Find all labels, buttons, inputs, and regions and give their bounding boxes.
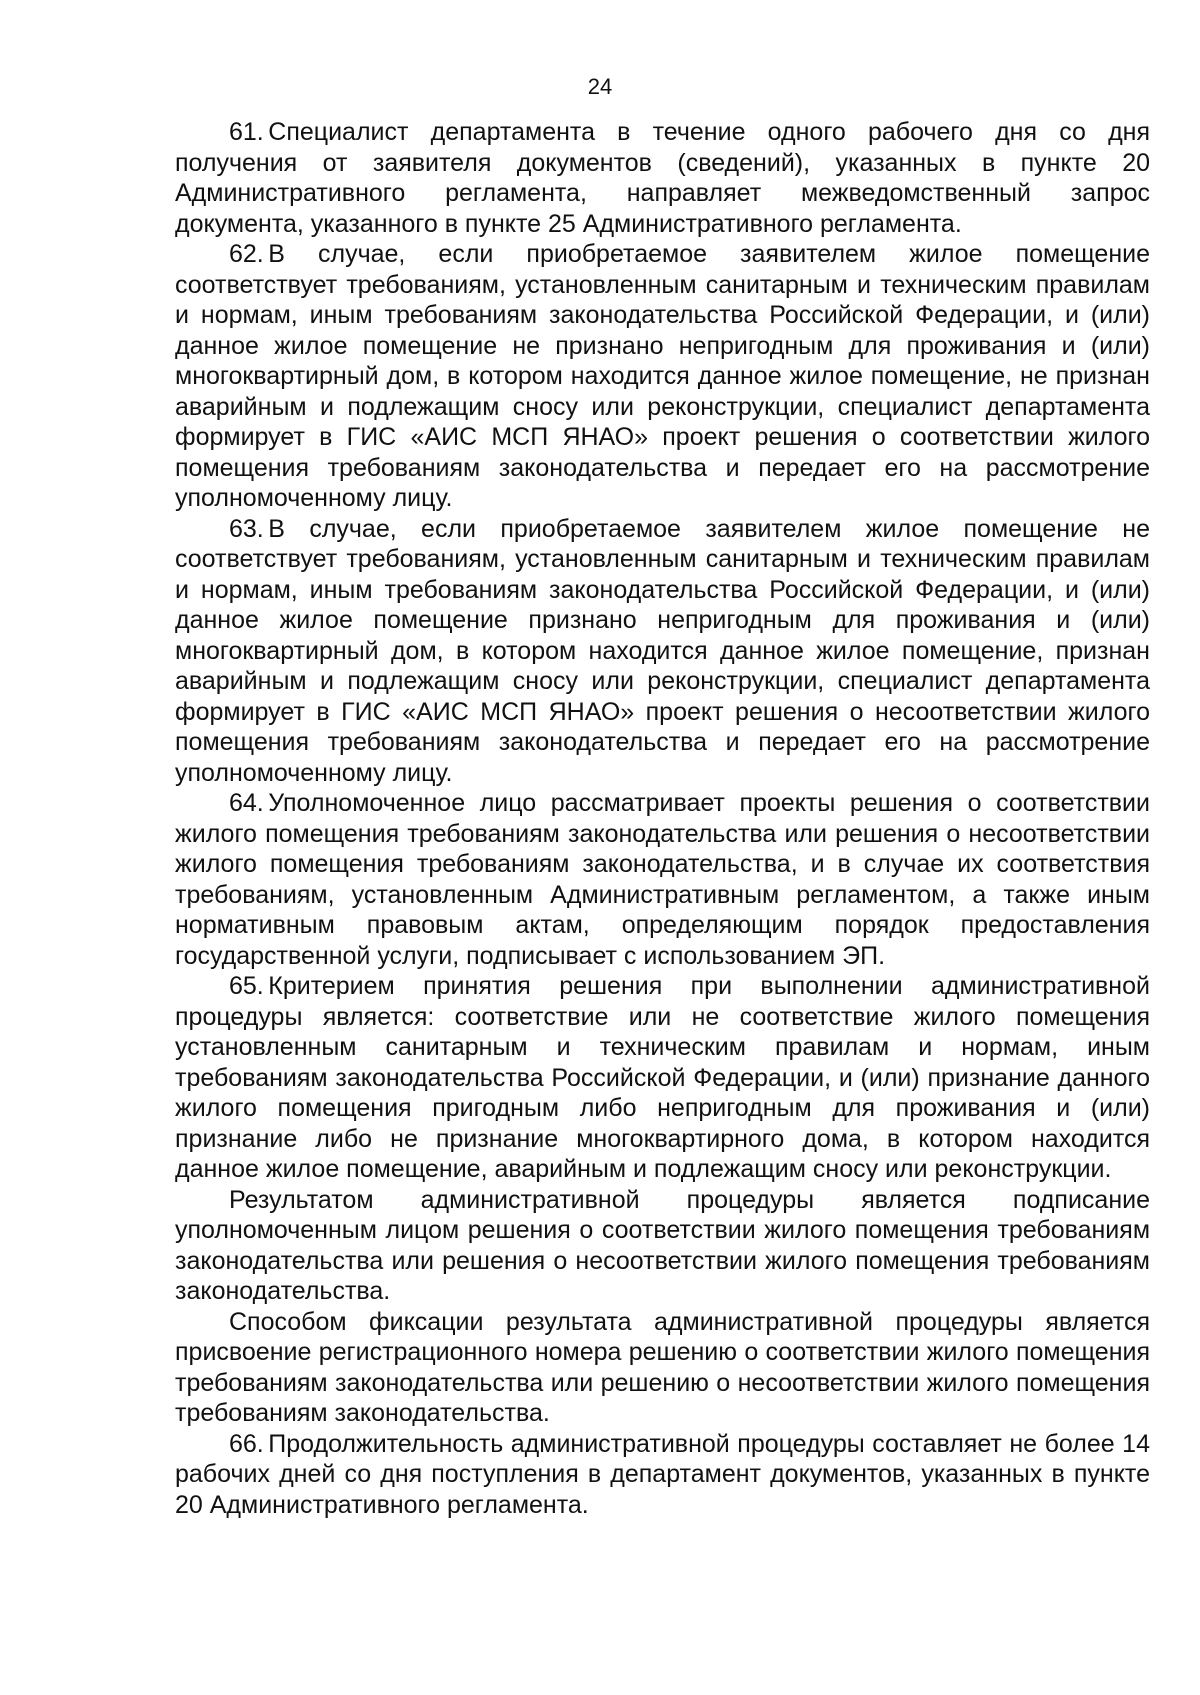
paragraph-text: Критерием принятия решения при выполнении административной процедуры является: соответствие или не соответствие жилого помещения установленным санитарным и техническим правилам и нормам, иным требованиям законодательства Российской Федерации, и (или) признание данного жилого помещения пригодным либо непригодным для проживания и (или) признание либо не признание многоквартирного дома, в котором находится данное жилое помещение, аварийным и подлежащим сносу или реконструкции.	[175, 972, 1150, 1183]
paragraph-number: 63.	[229, 514, 264, 543]
paragraph-text: Уполномоченное лицо рассматривает проекты решения о соответствии жилого помещения требованиям законодательства или решения о несоответствии жилого помещения требованиям законодательства, и в случае их соответствия требованиям, установленным Административным регламентом, а также иным нормативным правовым актам, определяющим порядок предоставления государственной услуги, подписывает с использованием ЭП.	[175, 789, 1150, 970]
paragraph-65	[175, 971, 1150, 1185]
paragraph-61	[175, 117, 1150, 239]
paragraph-63	[175, 514, 1150, 789]
paragraph-66	[175, 1429, 1150, 1521]
paragraph-text: В случае, если приобретаемое заявителем жилое помещение соответствует требованиям, установленным санитарным и техническим правилам и нормам, иным требованиям законодательства Российской Федерации, и (или) данное жилое помещение не признано непригодным для проживания и (или) многоквартирный дом, в котором находится данное жилое помещение, не признан аварийным и подлежащим сносу или реконструкции, специалист департамента формирует в ГИС «АИС МСП ЯНАО» проект решения о соответствии жилого помещения требованиям законодательства и передает его на рассмотрение уполномоченному лицу.	[175, 240, 1150, 512]
paragraph-number: 62.	[229, 240, 264, 268]
paragraph-text: Результатом административной процедуры является подписание уполномоченным лицом решения о соответствии жилого помещения требованиям законодательства или решения о несоответствии жилого помещения требованиям законодательства.	[175, 1185, 1150, 1305]
paragraph-text: Способом фиксации результата административной процедуры является присвоение регистрационного номера решению о соответствии жилого помещения требованиям законодательства или решению о несоответствии жилого помещения требованиям законодательства.	[175, 1307, 1150, 1427]
paragraph-text: Специалист департамента в течение одного рабочего дня со дня получения от заявителя документов (сведений), указанных в пункте 20 Административного регламента, направляет межведомственный запрос документа, указанного в пункте 25 Административного регламента.	[175, 118, 1150, 238]
paragraph-number: 64.	[229, 789, 264, 817]
paragraph-number: 65.	[229, 972, 264, 1000]
paragraph-62	[175, 239, 1150, 514]
paragraph-text: В случае, если приобретаемое заявителем жилое помещение не соответствует требованиям, установленным санитарным и техническим правилам и нормам, иным требованиям законодательства Российской Федерации, и (или) данное жилое помещение признано непригодным для проживания и (или) многоквартирный дом, в котором находится данное жилое помещение, признан аварийным и подлежащим сносу или реконструкции, специалист департамента формирует в ГИС «АИС МСП ЯНАО» проект решения о несоответствии жилого помещения требованиям законодательства и передает его на рассмотрение уполномоченному лицу.	[175, 514, 1150, 787]
paragraph-fixation	[175, 1307, 1150, 1429]
paragraph-64	[175, 788, 1150, 971]
document-body	[175, 117, 1150, 1520]
paragraph-number: 61.	[229, 118, 264, 146]
paragraph-number: 66.	[229, 1429, 264, 1458]
page-number: 24	[587, 74, 613, 99]
paragraph-result	[175, 1185, 1150, 1307]
paragraph-text: Продолжительность административной процедуры составляет не более 14 рабочих дней со дня поступления в департамент документов, указанных в пункте 20 Административного регламента.	[175, 1429, 1150, 1519]
